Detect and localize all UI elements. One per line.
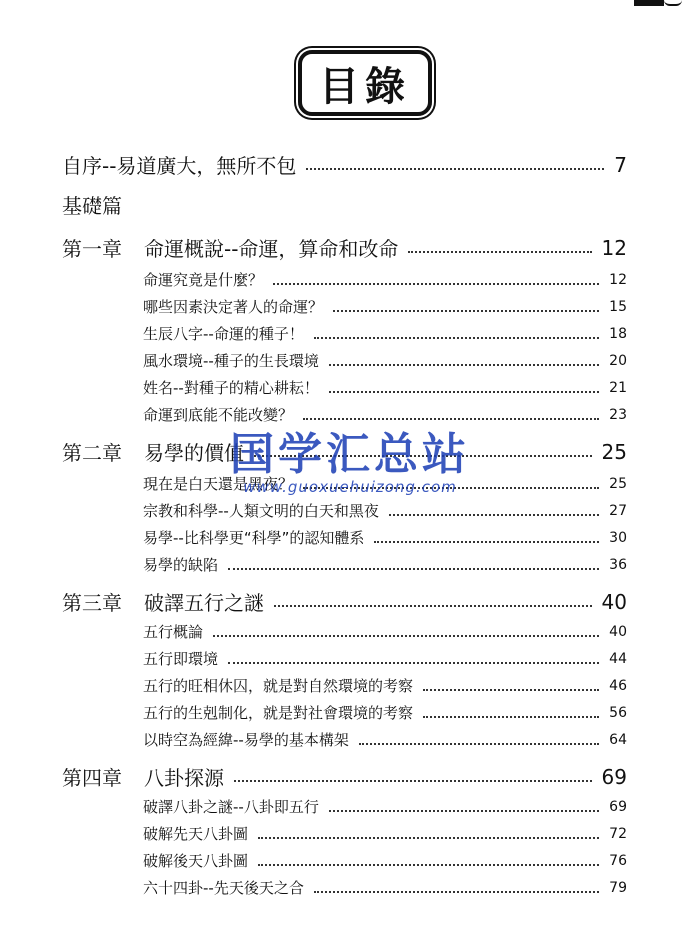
dot-leader (228, 568, 599, 570)
toc-entry-text: 五行的生剋制化，就是對社會環境的考察 (143, 704, 414, 722)
dot-leader (329, 391, 599, 393)
toc-entry[interactable] (143, 648, 627, 669)
toc-entry-page: 20 (609, 352, 627, 369)
toc-entry-text: 命運到底能不能改變？ (143, 406, 294, 424)
toc-entry-page: 23 (609, 406, 627, 423)
dot-leader (359, 743, 599, 745)
toc-entry[interactable] (143, 500, 627, 521)
dot-leader (258, 837, 599, 839)
toc-entry-text: 生辰八字--命運的種子！ (143, 325, 304, 343)
toc-entry-text: 以時空為經緯--易學的基本構架 (143, 731, 349, 749)
chapter-title: 八卦探源 (144, 766, 224, 790)
toc-entry[interactable] (143, 877, 627, 898)
dot-leader (228, 662, 599, 664)
toc-entry-text: 六十四卦--先天後天之合 (143, 879, 304, 897)
chapter-label: 第三章 (62, 591, 122, 615)
toc-entry[interactable] (143, 823, 627, 844)
toc-entry-text: 五行概論 (143, 623, 204, 641)
watermark (200, 418, 500, 496)
toc-entry-text: 姓名--對種子的精心耕耘！ (143, 379, 319, 397)
dot-leader (273, 283, 599, 285)
dot-leader (389, 514, 599, 516)
toc-entry[interactable] (143, 796, 627, 817)
toc-entry-text: 命運究竟是什麼？ (143, 271, 264, 289)
toc-entry-page: 18 (609, 325, 627, 342)
part-heading: 基礎篇 (62, 194, 122, 218)
page-title: 目錄 (319, 63, 411, 110)
dot-leader (329, 810, 599, 812)
toc-entry-page: 40 (609, 623, 627, 640)
chapter-page: 69 (601, 764, 627, 789)
toc-entry[interactable] (143, 554, 627, 575)
toc-entry-page: 69 (609, 798, 627, 815)
toc-entry[interactable] (143, 350, 627, 371)
toc-entry-text: 易學--比科學更“科學”的認知體系 (143, 529, 365, 547)
toc-entry-text: 破譯八卦之謎--八卦即五行 (143, 798, 319, 816)
toc-entry-page: 44 (609, 650, 627, 667)
chapter-entry[interactable] (62, 233, 627, 262)
toc-entry-text: 自序--易道廣大，無所不包 (62, 154, 297, 178)
chapter-label: 第四章 (62, 766, 122, 790)
toc-entry[interactable] (143, 323, 627, 344)
toc-entry-text: 破解先天八卦圖 (143, 825, 249, 843)
dot-leader (314, 891, 599, 893)
dot-leader (258, 864, 599, 866)
dot-leader (234, 780, 592, 782)
toc-entry[interactable] (143, 702, 627, 723)
toc-entry-page: 12 (609, 271, 627, 288)
toc-entry-page: 56 (609, 704, 627, 721)
dot-leader (329, 364, 599, 366)
chapter-title: 命運概說--命運，算命和改命 (144, 237, 399, 261)
chapter-title: 破譯五行之謎 (144, 591, 264, 615)
dot-leader (374, 541, 599, 543)
chapter-page: 40 (601, 589, 627, 614)
toc-entry-page: 21 (609, 379, 627, 396)
toc-entry-text: 五行即環境 (143, 650, 219, 668)
toc-entry[interactable] (143, 850, 627, 871)
toc-entry-page: 25 (609, 475, 627, 492)
toc-entry-text: 五行的旺相休囚，就是對自然環境的考察 (143, 677, 414, 695)
toc-entry-page: 15 (609, 298, 627, 315)
toc-entry-text: 風水環境--種子的生長環境 (143, 352, 319, 370)
toc-entry-page: 7 (614, 152, 627, 177)
chapter-label: 第一章 (62, 237, 122, 261)
toc-entry-text: 現在是白天還是黑夜？ (143, 475, 294, 493)
toc-entry-text: 宗教和科學--人類文明的白天和黑夜 (143, 502, 379, 520)
chapter-entry[interactable] (62, 587, 627, 616)
watermark-text: 国学汇总站 (230, 429, 470, 480)
toc-entry-preface[interactable] (62, 150, 627, 179)
toc-entry-page: 79 (609, 879, 627, 896)
dot-leader (274, 605, 592, 607)
toc-entry-text: 易學的缺陷 (143, 556, 219, 574)
toc-entry-page: 64 (609, 731, 627, 748)
toc-entry-text: 破解後天八卦圖 (143, 852, 249, 870)
chapter-page: 25 (601, 439, 627, 464)
dot-leader (408, 251, 591, 253)
dot-leader (333, 310, 599, 312)
toc-entry-page: 46 (609, 677, 627, 694)
toc-entry[interactable] (143, 729, 627, 750)
chapter-title: 易學的價值 (144, 441, 244, 465)
toc-entry-page: 30 (609, 529, 627, 546)
toc-entry[interactable] (143, 296, 627, 317)
toc-entry[interactable] (143, 675, 627, 696)
chapter-page: 12 (601, 235, 627, 260)
dot-leader (306, 168, 604, 170)
toc-entry-page: 36 (609, 556, 627, 573)
toc-entry[interactable] (143, 621, 627, 642)
watermark-url: www.guoxuehuizong.com (243, 478, 457, 496)
chapter-label: 第二章 (62, 441, 122, 465)
dot-leader (213, 635, 599, 637)
toc-entry[interactable] (143, 527, 627, 548)
toc-entry[interactable] (143, 377, 627, 398)
toc-entry-text: 哪些因素決定著人的命運？ (143, 298, 324, 316)
toc-entry-page: 76 (609, 852, 627, 869)
dot-leader (423, 689, 599, 691)
toc-entry-page: 27 (609, 502, 627, 519)
toc-entry-page: 72 (609, 825, 627, 842)
dot-leader (423, 716, 599, 718)
dot-leader (314, 337, 599, 339)
toc-entry[interactable] (143, 269, 627, 290)
chapter-entry[interactable] (62, 762, 627, 791)
